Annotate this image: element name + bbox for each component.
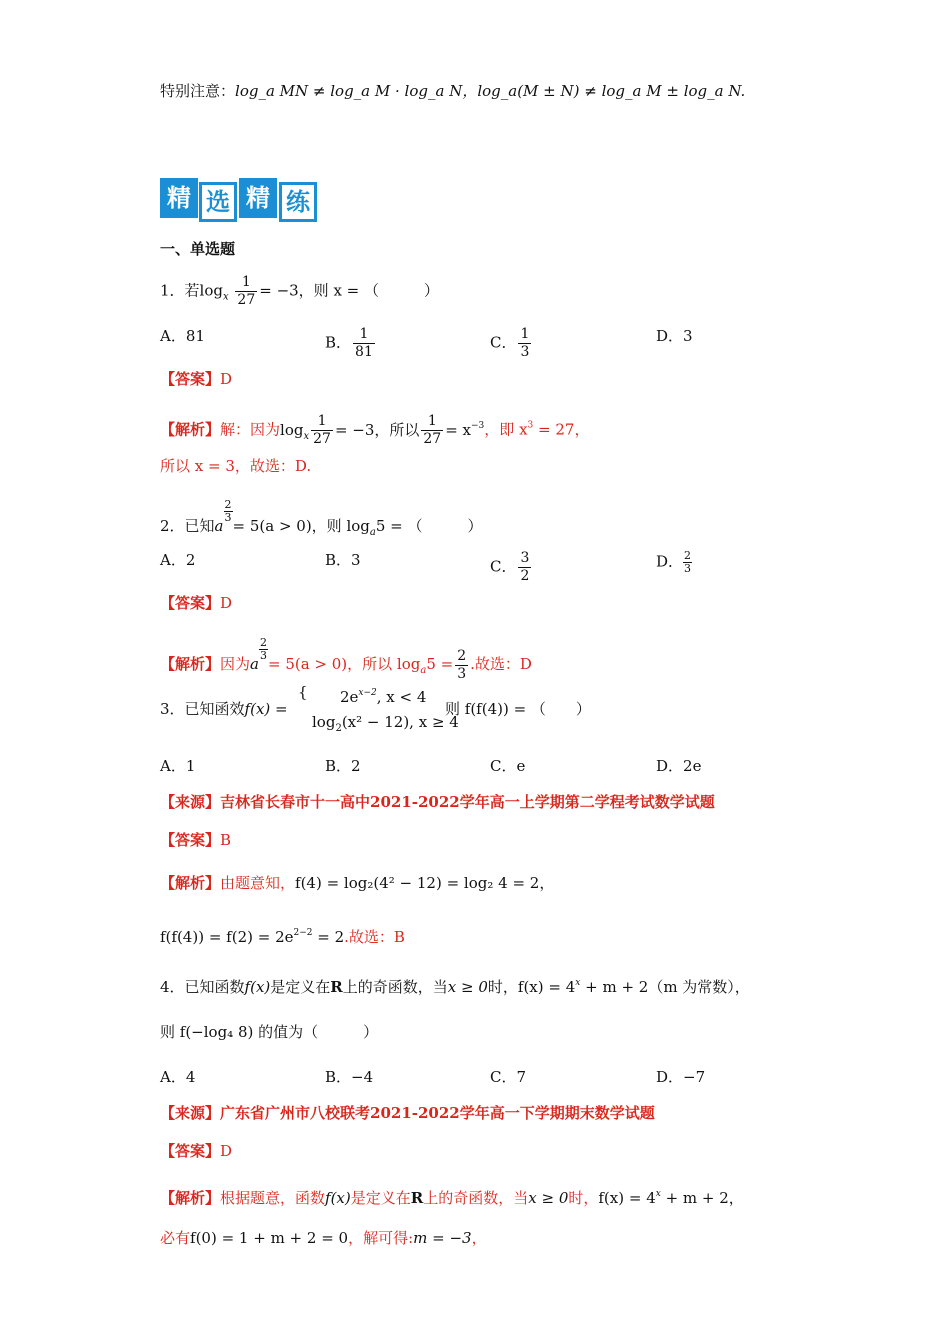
- banner-char-2: 选: [199, 182, 237, 222]
- special-note: 特别注意：log_a MN ≠ log_a M · log_a N，log_a(M ± N) ≠ log_a M ± log_a N.: [160, 82, 746, 100]
- q3-analysis-line1: 【解析】由题意知，f(4) = log₂(4² − 12) = log₂ 4 = 2，: [160, 874, 555, 892]
- note-formula: log_a MN ≠ log_a M · log_a N，log_a(M ± N) ≠ log_a M ± log_a N.: [235, 82, 746, 100]
- piecewise-brace: {: [298, 683, 308, 701]
- q2-stem: 2．已知a $\frac{2}{3}$ = 5(a > 0)，则 $\log_a5$ = （ ）: [160, 498, 483, 538]
- banner-char-3: 精: [239, 178, 277, 218]
- q1-stem: 1．若$\log_x$ $\frac{1}{27}$ = −3，则 x = （ ）: [160, 274, 440, 308]
- q4-stem-line2: 则 f(−log₄ 8) 的值为（ ）: [160, 1023, 379, 1041]
- q2-option-d[interactable]: D． $\frac{2}{3}$: [656, 549, 692, 575]
- q3-stem-left: 3．已知函效f(x) =: [160, 700, 288, 718]
- q1-answer: 【答案】D: [160, 370, 233, 388]
- q4-analysis-line1: 【解析】根据题意，函数f(x)是定义在R上的奇函数，当x ≥ 0时，$f(x) = 4^x + m + 2$，: [160, 1189, 744, 1207]
- q2-option-a[interactable]: A．2: [160, 551, 196, 569]
- section-title: 一、单选题: [160, 240, 236, 258]
- q3-option-d[interactable]: D．2e: [656, 757, 702, 775]
- q3-stem-tail: 则 f(f(4)) = （ ）: [445, 700, 591, 718]
- q2-analysis: 【解析】因为a $\frac{2}{3}$ = 5(a > 0)，所以 $\log_a5$ = $\frac{2}{3}$ .故选：D: [160, 636, 532, 682]
- q2-option-c[interactable]: C． $\frac{3}{2}$: [490, 550, 530, 584]
- q1-option-b[interactable]: B． $\frac{1}{81}$: [325, 326, 373, 360]
- q3-analysis-line2: $f(f(4)) = f(2) = 2e^{2-2} = 2$.故选：B: [160, 928, 405, 946]
- q2-option-b[interactable]: B．3: [325, 551, 361, 569]
- q1-option-d[interactable]: D．3: [656, 327, 693, 345]
- q4-option-a[interactable]: A．4: [160, 1068, 196, 1086]
- q3-option-c[interactable]: C．e: [490, 757, 526, 775]
- q1-option-a[interactable]: A．81: [160, 327, 205, 345]
- q3-answer: 【答案】B: [160, 831, 232, 849]
- q4-source: 【来源】广东省广州市八校联考2021-2022学年高一下学期期末数学试题: [160, 1104, 655, 1122]
- q4-option-c[interactable]: C．7: [490, 1068, 527, 1086]
- q4-option-d[interactable]: D．−7: [656, 1068, 706, 1086]
- q4-stem-line1: 4．已知函数f(x)是定义在R上的奇函数，当x ≥ 0时，$f(x) = 4^x + m + 2(m$ 为常数），: [160, 978, 750, 996]
- q1-fraction: $\frac{1}{27}$: [237, 274, 256, 308]
- q3-option-a[interactable]: A．1: [160, 757, 196, 775]
- q4-option-b[interactable]: B．−4: [325, 1068, 374, 1086]
- q2-answer: 【答案】D: [160, 594, 233, 612]
- q3-case1: $2e^{x-2}$, x < 4: [340, 688, 427, 706]
- banner-char-1: 精: [160, 178, 198, 218]
- q3-case2: $\log_2(x^2 - 12)$, x ≥ 4: [312, 713, 459, 734]
- q3-option-b[interactable]: B．2: [325, 757, 361, 775]
- q1-analysis-line1: 【解析】解：因为$\log_x$ $\frac{1}{27}$ = −3，所以 $\frac{1}{27}$ = $x^{-3}$，即 $x^3 = 27$，: [160, 413, 590, 447]
- q4-analysis-line2: 必有f(0) = 1 + m + 2 = 0，解可得:m = −3，: [160, 1229, 487, 1247]
- q3-source: 【来源】吉林省长春市十一高中2021-2022学年高一上学期第二学程考试数学试题: [160, 793, 715, 811]
- q1-option-c[interactable]: C． $\frac{1}{3}$: [490, 326, 530, 360]
- banner-char-4: 练: [279, 182, 317, 222]
- q4-answer: 【答案】D: [160, 1142, 233, 1160]
- q1-analysis-line2: 所以 x = 3，故选：D.: [160, 457, 312, 475]
